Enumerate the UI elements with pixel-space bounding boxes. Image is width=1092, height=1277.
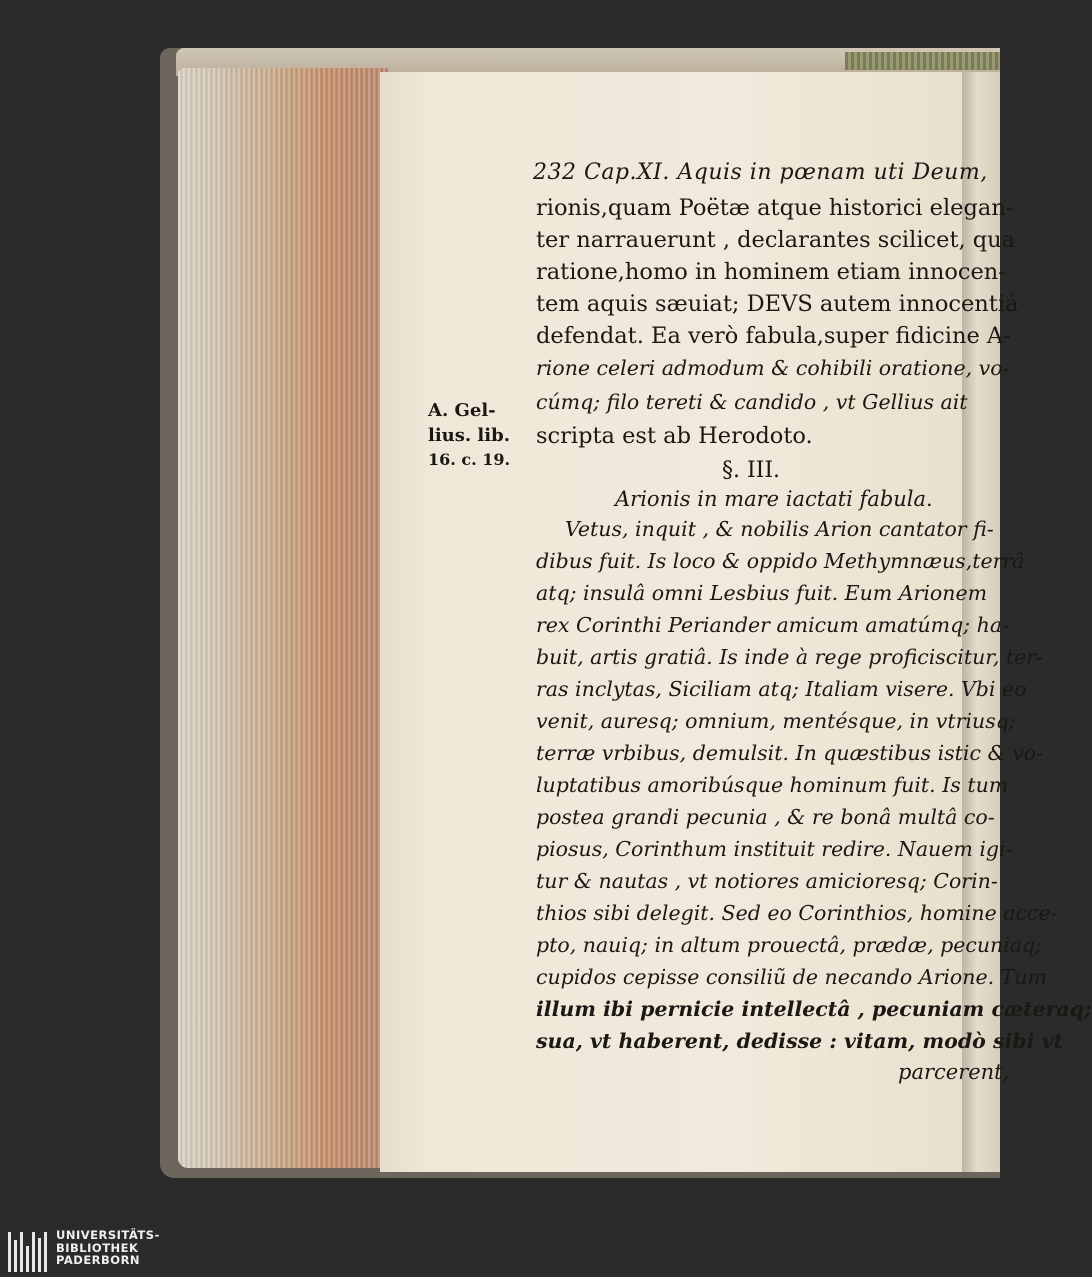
section-subtitle: Arionis in mare iactati fabula. <box>615 487 933 511</box>
italic-line: Vetus, inquit , & nobilis Arion cantator fi- <box>565 517 994 541</box>
library-line: PADERBORN <box>56 1253 141 1267</box>
italic-line: pto, nauiq; in altum prouectâ, prædæ, pecuniaq; <box>536 933 1043 957</box>
italic-line: dibus fuit. Is loco & oppido Methymnæus,terrâ <box>536 549 1025 573</box>
library-line: UNIVERSITÄTS- <box>56 1228 160 1242</box>
italic-line: rex Corinthi Periander amicum amatúmq; ha- <box>536 613 1009 637</box>
italic-line: piosus, Corinthum instituit redire. Nauem igi- <box>536 837 1013 861</box>
italic-line: cupidos cepisse consiliũ de necando Arione. Tum <box>536 965 1047 989</box>
italic-line: buit, artis gratiâ. Is inde à rege proficiscitur, ter- <box>536 645 1043 669</box>
text-line: ratione,homo in hominem etiam innocen- <box>536 259 1006 285</box>
text-line: defendat. Ea verò fabula,super fidicine A- <box>536 323 1011 349</box>
catchword: parcerent, <box>898 1060 1010 1084</box>
margin-note-line: lius. lib. <box>428 425 510 446</box>
text-line: rione celeri admodum & cohibili oratione, vo- <box>536 356 1010 380</box>
spine-band <box>845 52 1000 70</box>
text-line: tem aquis sæuiat; DEVS autem innocentiá <box>536 291 1019 317</box>
text-line: rionis,quam Poëtæ atque historici elegan- <box>536 195 1014 221</box>
italic-line: atq; insulâ omni Lesbius fuit. Eum Arionem <box>536 581 988 605</box>
library-name <box>56 1229 160 1267</box>
margin-note-line: 16. c. 19. <box>428 450 511 469</box>
text-line: ter narrauerunt , declarantes scilicet, qua <box>536 227 1016 253</box>
library-logo-icon <box>8 1232 48 1272</box>
library-line: BIBLIOTHEK <box>56 1240 139 1255</box>
section-heading: §. III. <box>722 458 781 483</box>
page-edges <box>178 68 388 1168</box>
italic-line: terræ vrbibus, demulsit. In quæstibus istic & vo- <box>536 741 1044 765</box>
italic-line: illum ibi pernicie intellectâ , pecuniam cæteraq; <box>536 997 1092 1021</box>
italic-line: venit, auresq; omnium, mentésque, in vtriusq; <box>536 709 1016 733</box>
italic-line: tur & nautas , vt notiores amicioresq; Corin- <box>536 869 998 893</box>
italic-line: luptatibus amoribúsque hominum fuit. Is tum <box>536 773 1009 797</box>
italic-line: ras inclytas, Siciliam atq; Italiam visere. Vbi eo <box>536 677 1027 701</box>
text-line: scripta est ab Herodoto. <box>536 423 813 449</box>
text-line: cúmq; filo tereti & candido , vt Gellius ait <box>536 390 968 414</box>
page-header: 232 Cap.XI. Aquis in pœnam uti Deum, <box>533 160 988 185</box>
italic-line: postea grandi pecunia , & re bonâ multâ co- <box>536 805 995 829</box>
italic-line: sua, vt haberent, dedisse : vitam, modò sibi vt <box>536 1029 1063 1053</box>
margin-note-line: A. Gel- <box>428 400 496 421</box>
italic-line: thios sibi delegit. Sed eo Corinthios, homine acce- <box>536 901 1058 925</box>
